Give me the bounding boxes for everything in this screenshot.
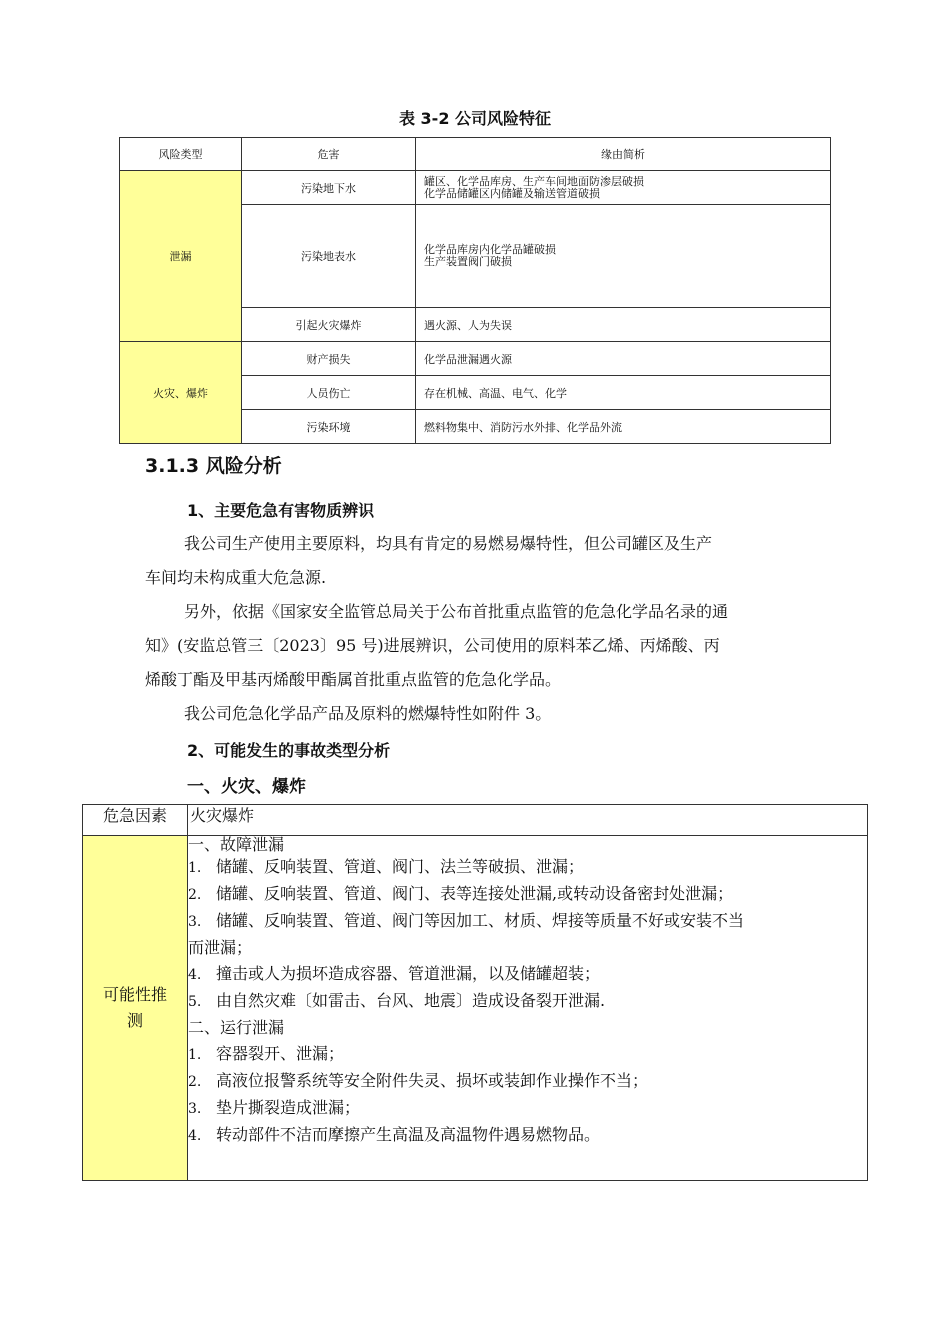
header-value: 火灾爆炸 — [188, 805, 868, 836]
list-item — [188, 881, 867, 908]
hazard-cell: 污染环境 — [242, 410, 416, 444]
item-number: 4. — [188, 967, 202, 983]
risk-table — [119, 137, 831, 444]
item-number: 3. — [188, 914, 202, 930]
item-number: 1. — [188, 860, 202, 876]
list-item — [188, 854, 867, 881]
table-row — [83, 836, 868, 1181]
cause-line: 化学品储罐区内储罐及输送管道破损 — [424, 186, 600, 200]
item-text: 撞击或人为损坏造成容器、管道泄漏，以及储罐超装； — [216, 964, 601, 983]
hazard-cell: 污染地表水 — [242, 205, 416, 308]
cause-cell — [416, 171, 831, 205]
paragraph-line: 烯酸丁酯及甲基丙烯酸甲酯属首批重点监管的危急化学品。 — [145, 670, 562, 689]
cause-line: 化学品库房内化学品罐破损 — [424, 243, 556, 256]
item-text: 储罐、反响装置、管道、阀门、法兰等破损、泄漏； — [216, 857, 585, 876]
cause-line: 生产装置阀门破损 — [424, 255, 512, 268]
item-number: 4. — [188, 1128, 202, 1144]
list-item — [188, 1041, 867, 1068]
item-text: 储罐、反响装置、管道、阀门、表等连接处泄漏,或转动设备密封处泄漏； — [216, 884, 734, 903]
cause-cell: 化学品泄漏遇火源 — [416, 342, 831, 376]
table-row — [120, 171, 831, 205]
fire-table — [82, 804, 868, 1181]
paragraph-line: 车间均未构成重大危急源. — [145, 568, 327, 587]
cause-cell: 存在机械、高温、电气、化学 — [416, 376, 831, 410]
row-label-line: 可能性推 — [102, 985, 167, 1004]
item-text: 由自然灾难〔如雷击、台风、地震〕造成设备裂开泄漏. — [216, 991, 606, 1010]
table-row — [120, 342, 831, 376]
item-number: 3. — [188, 1101, 202, 1117]
hazard-cell: 污染地下水 — [242, 171, 416, 205]
cause-cell: 燃料物集中、消防污水外排、化学品外流 — [416, 410, 831, 444]
paragraph-line: 我公司生产使用主要原料，均具有肯定的易燃易爆特性，但公司罐区及生产 — [184, 534, 713, 553]
paragraph-line: 知》(安监总管三〔2023〕95 号)进展辨识，公司使用的原料苯乙烯、丙烯酸、丙 — [145, 636, 720, 655]
list-item — [188, 961, 867, 988]
header-label: 危急因素 — [83, 805, 188, 836]
list-item — [188, 1122, 867, 1149]
list-item — [188, 908, 867, 935]
cause-cell: 遇火源、人为失误 — [416, 308, 831, 342]
table-caption: 表 3-2 公司风险特征 — [398, 109, 552, 128]
item-text: 转动部件不洁而摩擦产生高温及高温物件遇易燃物品。 — [216, 1125, 601, 1144]
item-text: 而泄漏； — [188, 938, 253, 957]
list-item — [188, 988, 867, 1015]
item-text: 容器裂开、泄漏； — [216, 1044, 345, 1063]
item-number: 2. — [188, 1074, 202, 1090]
item-text: 高液位报警系统等安全附件失灵、损坏或装卸作业操作不当； — [216, 1071, 649, 1090]
item-number: 1. — [188, 1047, 202, 1063]
header-hazard: 危害 — [242, 138, 416, 171]
header-cause: 缘由简析 — [416, 138, 831, 171]
hazard-cell: 引起火灾爆炸 — [242, 308, 416, 342]
subheading-fire-explosion: 一、火灾、爆炸 — [187, 777, 306, 797]
list-item — [188, 1095, 867, 1122]
risk-type-leak: 泄漏 — [120, 171, 242, 342]
header-risk-type: 风险类型 — [120, 138, 242, 171]
paragraph-line: 另外，依据《国家安全监管总局关于公布首批重点监管的危急化学品名录的通 — [184, 602, 729, 621]
group-title: 一、故障泄漏 — [188, 835, 285, 854]
risk-type-fire: 火灾、爆炸 — [120, 342, 242, 444]
risk-table-header — [120, 138, 831, 171]
item-list — [188, 854, 867, 1015]
hazard-cell: 财产损失 — [242, 342, 416, 376]
subheading-accident-types: 2、可能发生的事故类型分析 — [187, 741, 391, 760]
subheading-substances: 1、主要危急有害物质辨识 — [187, 501, 375, 520]
item-text: 储罐、反响装置、管道、阀门等因加工、材质、焊接等质量不好或安装不当 — [216, 911, 745, 930]
list-item — [188, 1068, 867, 1095]
paragraph-line: 我公司危急化学品产品及原料的燃爆特性如附件 3。 — [184, 704, 552, 723]
cause-cell — [416, 205, 831, 308]
fire-table-header — [83, 805, 868, 836]
row-label-line: 测 — [126, 1011, 143, 1030]
item-number: 2. — [188, 887, 202, 903]
section-heading: 3.1.3 风险分析 — [145, 455, 282, 477]
item-text: 垫片撕裂造成泄漏； — [216, 1098, 361, 1117]
item-number: 5. — [188, 994, 202, 1010]
cause-line: 罐区、化学品库房、生产车间地面防渗层破损 — [424, 174, 644, 188]
group-title: 二、运行泄漏 — [188, 1018, 285, 1037]
row-label — [83, 836, 188, 1181]
list-item — [188, 935, 867, 961]
possibility-content — [188, 836, 868, 1181]
item-list — [188, 1041, 867, 1149]
hazard-cell: 人员伤亡 — [242, 376, 416, 410]
